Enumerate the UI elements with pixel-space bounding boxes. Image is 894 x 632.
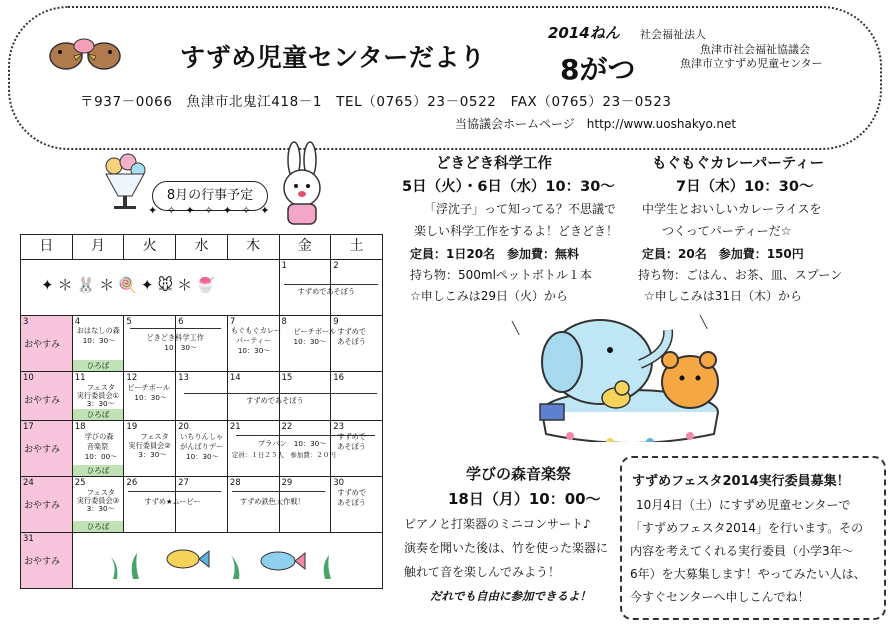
calendar-day[interactable]: 20 いちりんしゃ がんばりデー 10：30～ [176,421,228,477]
weekday-fri: 金 [279,235,331,260]
calendar-day[interactable]: 3 おやすみ [21,316,73,372]
science-line-2: 楽しい科学工作をするよ！どきどき！ [414,224,619,238]
org-line-3: 魚津市立すずめ児童センター [680,57,823,70]
music-footer: だれでも自由に参加できるよ！ [430,589,591,603]
calendar-day[interactable]: 23 すずめで あそぼう [331,421,383,477]
calendar-day[interactable]: 19 フェスタ 実行委員会② 3：30～ [124,421,176,477]
calendar-day[interactable]: 2 [331,260,383,316]
sea-decoration-cell [72,533,382,589]
calendar-day[interactable]: 15 [279,372,331,421]
weekday-mon: 月 [72,235,124,260]
calendar-day[interactable]: 25 フェスタ 実行委員会③ 3：30～ ひろば [72,477,124,533]
org-line-1: 社会福祉法人 [640,28,706,41]
festa-line-4: 6年）を大募集します！やってみたい人は、 [630,567,866,581]
science-date: 5日（火）・6日（水）10：30～ [402,179,615,195]
calendar-day[interactable]: 5 どきどき科学工作 10：30～ [124,316,176,372]
weekday-sun: 日 [21,235,73,260]
curry-apply: ☆申しこみは31日（木）から [644,289,803,303]
issue-year: 2014ねん [548,24,620,42]
curry-items: 持ち物：ごはん、お茶、皿、スプーン [638,268,843,282]
curry-line-1: 中学生とおいしいカレーライスを [642,202,822,216]
calendar-week-5 [21,477,383,533]
music-line-1: ピアノと打楽器のミニコンサート♪ [404,517,591,531]
calendar-week-4 [21,421,383,477]
science-line-1: 「浮沈子」って知ってる？不思議で [424,202,617,216]
address-line: 〒937－0066 魚津市北鬼江418－1 TEL（0765）23－0522 FAX（0765）23－0523 [80,94,672,110]
calendar-day[interactable]: 12 ビーチボール 10：30～ [124,372,176,421]
rabbit-icon [268,140,338,230]
festa-line-3: 内容を考えてくれる実行委員（小学3年～ [630,544,854,558]
weekday-header-row [21,235,383,260]
schedule-title: 8月の行事予定 [152,181,268,211]
calendar-day[interactable]: 4 おはなしの森 10：30～ ひろば [72,316,124,372]
calendar-day[interactable]: 18 学びの森 音楽祭 10：00～ ひろば [72,421,124,477]
calendar-day[interactable]: 1 すずめであそぼう [279,260,331,316]
festa-line-1: 10月4日（土）にすずめ児童センターで [636,498,851,512]
music-line-3: 触れて音を楽しんでみよう！ [404,565,561,579]
calendar-week-2 [21,316,383,372]
calendar-day[interactable]: 26 すずめ★ムービー [124,477,176,533]
calendar-day[interactable]: 24 おやすみ [21,477,73,533]
issue-month: 8がつ [560,53,636,86]
newsletter-title: すずめ児童センターだより [180,43,486,72]
music-title: 学びの森音楽祭 [466,465,572,483]
calendar-table [20,234,383,589]
weekday-wed: 水 [176,235,228,260]
star-decoration: ✦ ✧ ✦ ✧ ✦ ✧ ✦ [148,204,273,217]
calendar-decoration-cell [21,260,280,316]
calendar-day[interactable]: 30 すずめで あそぼう [331,477,383,533]
music-line-2: 演奏を聞いた後は、竹を使った楽器に [404,541,609,555]
calendar-day[interactable]: 29 [279,477,331,533]
festa-line-2: 「すずめフェスタ2014」を行います。その [630,521,864,535]
svg-text:╲: ╲ [700,315,708,329]
curry-line-2: つくってパーティーだ☆ [662,224,792,238]
calendar-day[interactable]: 31 おやすみ [21,533,73,589]
curry-date: 7日（木）10：30～ [676,179,814,195]
science-apply: ☆申しこみは29日（火）から [410,289,569,303]
calendar-day[interactable]: 27 [176,477,228,533]
calendar-week-3 [21,372,383,421]
calendar-day[interactable]: 17 おやすみ [21,421,73,477]
header-frame [8,6,882,150]
sea-decoration [103,539,343,581]
homepage-link[interactable]: 当協議会ホームページ http://www.uoshakyo.net [455,117,737,131]
calendar-day[interactable]: 9 すずめで あそぼう [331,316,383,372]
calendar-day[interactable]: 8 ビーチボール 10：30～ [279,316,331,372]
calendar-day[interactable]: 22 [279,421,331,477]
curry-capacity: 定員：20名 参加費：150円 [642,247,804,261]
calendar-week-1 [21,260,383,316]
science-capacity: 定員：1日20名 参加費：無料 [410,247,580,261]
elephant-bath-illustration [500,312,730,442]
science-title: どきどき科学工作 [436,156,552,172]
calendar-day[interactable]: 16 [331,372,383,421]
calendar-day[interactable]: 28 すずめ鉄色大作戦！ [227,477,279,533]
calendar-week-6 [21,533,383,589]
parfait-icon [100,152,150,216]
calendar-day[interactable]: 6 [176,316,228,372]
curry-title: もぐもぐカレーパーティー [652,156,825,172]
svg-text:╲: ╲ [512,321,520,335]
calendar-day[interactable]: 7 もぐもぐカレー パーティー 10：30～ [227,316,279,372]
character-decoration: ✦＊🐰＊🍭✦🐭＊🍧 [41,276,219,294]
weekday-tue: 火 [124,235,176,260]
music-date: 18日（月）10：00～ [448,490,601,508]
festa-line-5: 今すぐセンターへ申しこんでね！ [630,590,810,604]
sparrow-logo [46,34,126,74]
calendar-day[interactable]: 13 すずめであそぼう [176,372,228,421]
calendar-day[interactable]: 11 フェスタ 実行委員会① 3：30～ ひろば [72,372,124,421]
calendar-day[interactable]: 21 プラバン 10：30～ 定員：１日２５人 参加費：２０円 [227,421,279,477]
science-items: 持ち物：500mlペットボトル１本 [410,268,592,282]
calendar-day[interactable]: 10 おやすみ [21,372,73,421]
festa-title: すずめフェスタ2014実行委員募集！ [632,474,850,489]
org-line-2: 魚津市社会福祉協議会 [700,43,810,56]
weekday-sat: 土 [331,235,383,260]
calendar-day[interactable]: 14 [227,372,279,421]
weekday-thu: 木 [227,235,279,260]
